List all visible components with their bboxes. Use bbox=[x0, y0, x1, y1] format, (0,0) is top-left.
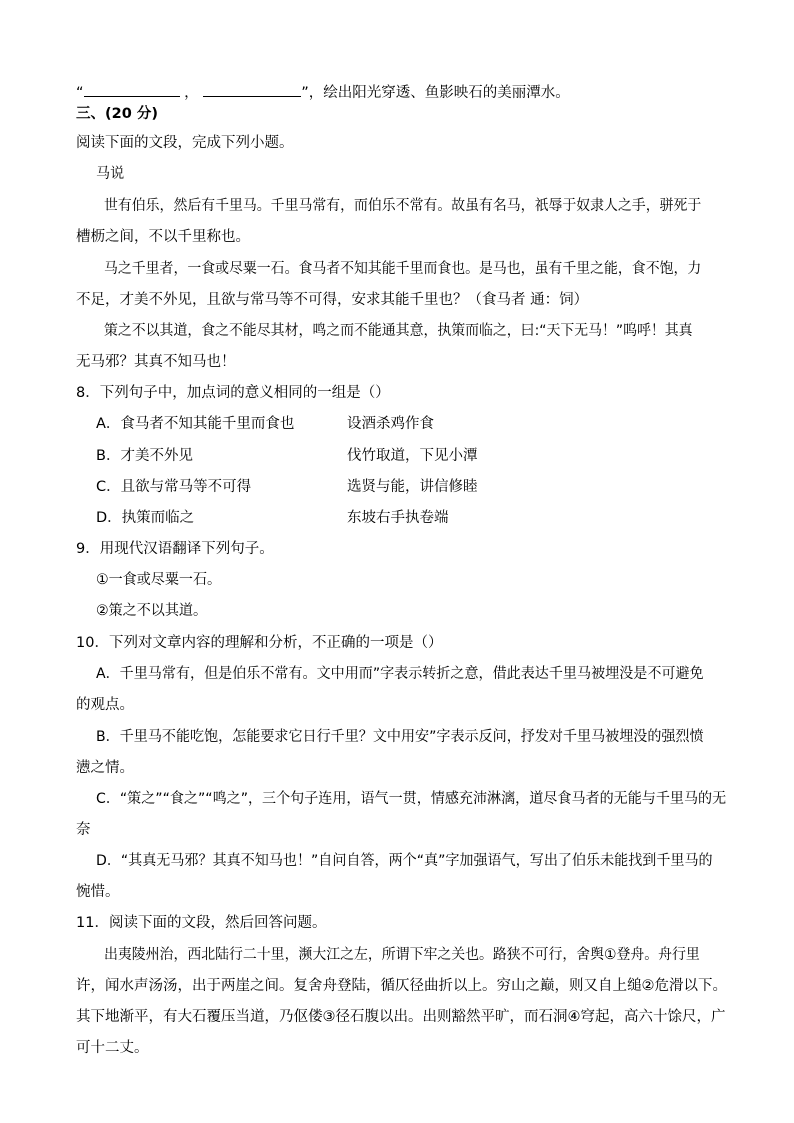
passage-p2-line2: 不足，才美不外见，且欲与常马等不可得，安求其能千里也？（食马者 通：饲） bbox=[76, 292, 589, 308]
q9-item-1: ①一食或尽粟一石。 bbox=[96, 572, 222, 588]
open-quote: “ bbox=[76, 85, 84, 101]
q8-option-b-right: 伐竹取道，下见小潭 bbox=[347, 448, 478, 464]
passage-p1-line1: 世有伯乐，然后有千里马。千里马常有，而伯乐不常有。故虽有名马，祇辱于奴隶人之手，骈死于 bbox=[104, 198, 702, 214]
section-instruction: 阅读下面的文段，完成下列小题。 bbox=[76, 135, 294, 151]
q11-passage-line1: 出夷陵州治，西北陆行二十里，濒大江之左，所谓下牢之关也。路狭不可行，舍舆①登舟。舟行里 bbox=[104, 947, 700, 963]
q8-option-c-right: 选贤与能，讲信修睦 bbox=[347, 479, 478, 495]
q8-option-a-right: 设酒杀鸡作食 bbox=[347, 416, 434, 432]
q10-option-a-line2: 的观点。 bbox=[76, 697, 134, 713]
passage-p3-line2: 无马邪？其真不知马也！ bbox=[76, 354, 236, 370]
question-11-stem: 11．阅读下面的文段，然后回答问题。 bbox=[76, 915, 327, 931]
q9-item-2: ②策之不以其道。 bbox=[96, 603, 208, 619]
passage-p1-line2: 槽枥之间，不以千里称也。 bbox=[76, 229, 250, 245]
passage-p3-line1: 策之不以其道，食之不能尽其材，鸣之而不能通其意，执策而临之，曰:“天下无马！”呜呼！其真 bbox=[104, 323, 693, 339]
comma: ， bbox=[184, 85, 199, 101]
q10-option-c-line1[interactable]: C．“策之”“食之”“鸣之”，三个句子连用，语气一贯，情感充沛淋漓，道尽食马者的无能与千里马的无 bbox=[96, 791, 727, 807]
question-10-stem: 10．下列对文章内容的理解和分析，不正确的一项是（） bbox=[76, 635, 443, 651]
answer-blank-2[interactable] bbox=[203, 82, 301, 97]
passage-p2-line1: 马之千里者，一食或尽粟一石。食马者不知其能千里而食也。是马也，虽有千里之能，食不饱，力 bbox=[104, 261, 702, 277]
question-9-stem: 9．用现代汉语翻译下列句子。 bbox=[76, 541, 274, 557]
q11-passage-line2: 许，闻水声汤汤，出于两崖之间。复舍舟登陆，循仄径曲折以上。穷山之巅，则又自上缒②危滑以下。 bbox=[76, 978, 727, 994]
q8-option-a-left[interactable]: A．食马者不知其能千里而食也 bbox=[96, 416, 295, 432]
q10-option-b-line2: 懑之情。 bbox=[76, 760, 134, 776]
q8-option-d-left[interactable]: D．执策而临之 bbox=[96, 510, 195, 526]
q10-option-d-line1[interactable]: D．“其真无马邪？其真不知马也！”自问自答，两个“真”字加强语气，写出了伯乐未能找到千里马的 bbox=[96, 853, 713, 869]
q10-option-b-line1[interactable]: B．千里马不能吃饱，怎能要求它日行千里？文中用安”字表示反问，抒发对千里马被埋没的强烈愤 bbox=[96, 729, 704, 745]
q10-option-a-line1[interactable]: A．千里马常有，但是伯乐不常有。文中用而”字表示转折之意，借此表达千里马被埋没是不可避免 bbox=[96, 666, 704, 682]
passage-title: 马说 bbox=[96, 166, 125, 182]
section-heading: 三、(20 分) bbox=[76, 106, 158, 122]
answer-blank-1[interactable] bbox=[84, 82, 180, 97]
q8-option-c-left[interactable]: C．且欲与常马等不可得 bbox=[96, 479, 252, 495]
q8-option-d-right: 东坡右手执卷端 bbox=[347, 510, 449, 526]
fill-in-line bbox=[76, 82, 741, 103]
q10-option-c-line2: 奈 bbox=[76, 822, 91, 838]
fill-line-text: ”，绘出阳光穿透、鱼影映石的美丽潭水。 bbox=[301, 85, 570, 101]
question-8-stem: 8．下列句子中，加点词的意义相同的一组是（） bbox=[76, 385, 390, 401]
q8-option-b-left[interactable]: B．才美不外见 bbox=[96, 448, 193, 464]
q10-option-d-line2: 惋惜。 bbox=[76, 884, 120, 900]
q11-passage-line4: 可十二丈。 bbox=[76, 1040, 149, 1056]
q11-passage-line3: 其下地渐平，有大石覆压当道，乃伛偻③径石腹以出。出则豁然平旷，而石洞④穹起，高六十馀尺，广 bbox=[76, 1009, 726, 1025]
